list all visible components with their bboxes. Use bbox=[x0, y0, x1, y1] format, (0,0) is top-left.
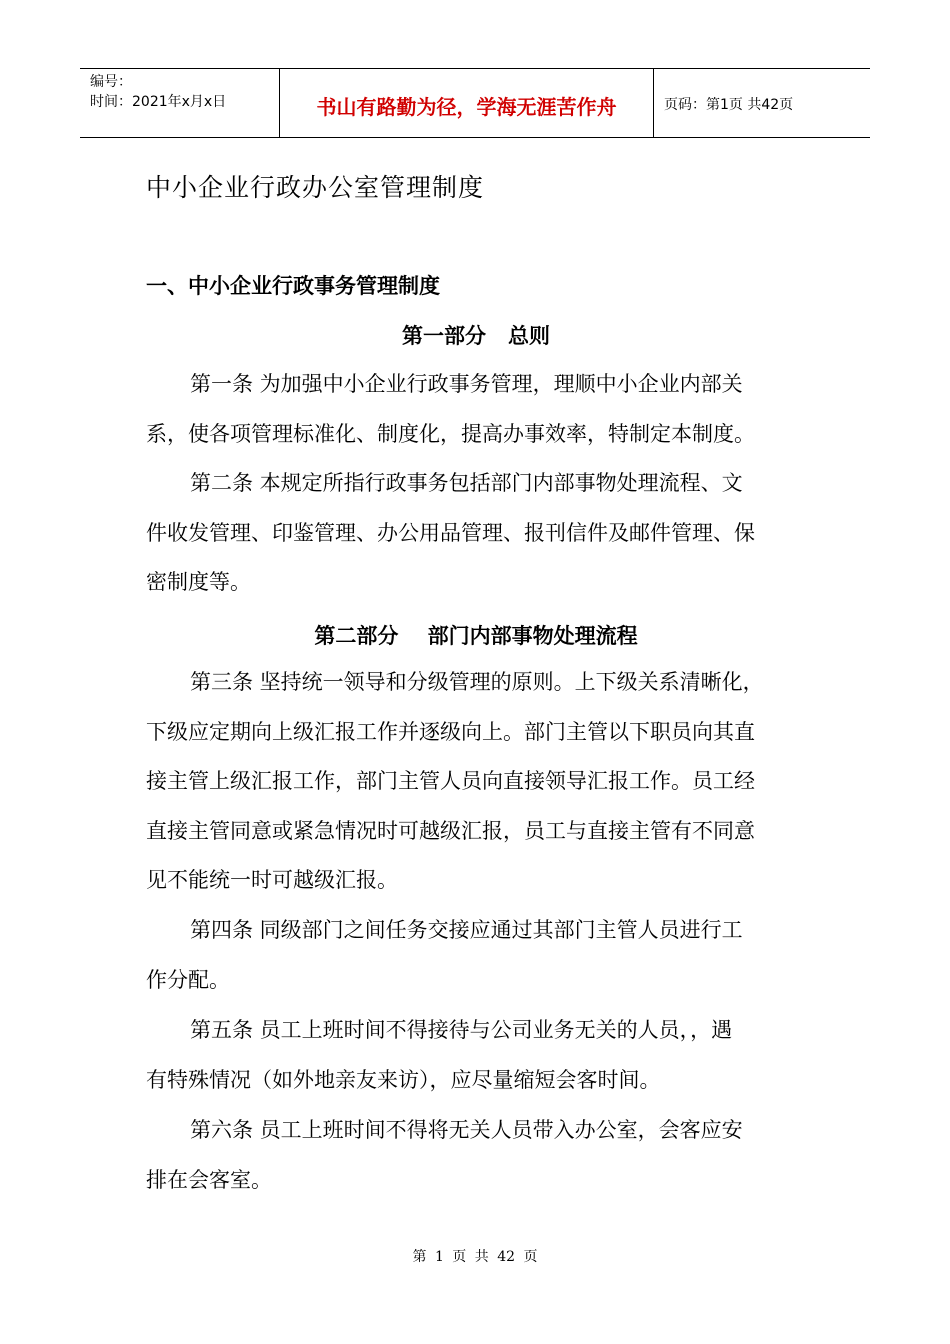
article-2-line-3: 密制度等。 bbox=[146, 570, 251, 594]
article-3 bbox=[146, 658, 810, 906]
article-6-line-1: 第六条 员工上班时间不得将无关人员带入办公室，会客应安 bbox=[190, 1118, 743, 1142]
article-4-line-2: 作分配。 bbox=[146, 967, 230, 992]
document-title: 中小企业行政办公室管理制度 bbox=[146, 173, 485, 202]
article-5 bbox=[146, 1006, 810, 1105]
header-page-info: 页码：第1页 共42页 bbox=[664, 97, 794, 113]
article-4 bbox=[146, 906, 810, 1005]
part-heading-1: 第一部分 总则 bbox=[402, 324, 550, 348]
number-label: 编号： bbox=[90, 74, 132, 90]
article-4-line-1: 第四条 同级部门之间任务交接应通过其部门主管人员进行工 bbox=[190, 918, 743, 942]
article-6 bbox=[146, 1106, 810, 1205]
time-label: 时间：2021年x月x日 bbox=[90, 94, 227, 110]
header-motto: 书山有路勤为径，学海无涯苦作舟 bbox=[280, 69, 654, 137]
article-1-line-1: 第一条 为加强中小企业行政事务管理，理顺中小企业内部关 bbox=[190, 372, 743, 396]
article-3-line-3: 接主管上级汇报工作，部门主管人员向直接领导汇报工作。员工经 bbox=[146, 769, 755, 793]
article-2-line-2: 件收发管理、印鉴管理、办公用品管理、报刊信件及邮件管理、保 bbox=[146, 520, 755, 545]
article-3-line-1: 第三条 坚持统一领导和分级管理的原则。上下级关系清晰化， bbox=[190, 670, 764, 694]
page-footer: 第 1 页 共 42 页 bbox=[412, 1249, 538, 1265]
section-heading: 一、中小企业行政事务管理制度 bbox=[146, 274, 440, 298]
article-1 bbox=[146, 360, 810, 459]
article-5-line-1: 第五条 员工上班时间不得接待与公司业务无关的人员，，遇 bbox=[190, 1018, 733, 1042]
article-2-line-1: 第二条 本规定所指行政事务包括部门内部事物处理流程、文 bbox=[190, 471, 743, 495]
header-meta bbox=[80, 69, 280, 137]
article-5-line-2: 有特殊情况（如外地亲友来访），应尽量缩短会客时间。 bbox=[146, 1067, 661, 1092]
article-2 bbox=[146, 459, 810, 608]
article-3-line-2: 下级应定期向上级汇报工作并逐级向上。部门主管以下职员向其直 bbox=[146, 719, 755, 744]
header-table bbox=[80, 68, 870, 138]
article-6-line-2: 排在会客室。 bbox=[146, 1167, 272, 1192]
article-1-line-2: 系，使各项管理标准化、制度化，提高办事效率，特制定本制度。 bbox=[146, 421, 755, 446]
article-3-line-5: 见不能统一时可越级汇报。 bbox=[146, 868, 398, 892]
article-3-line-4: 直接主管同意或紧急情况时可越级汇报，员工与直接主管有不同意 bbox=[146, 818, 755, 843]
part-heading-2: 第二部分 部门内部事物处理流程 bbox=[314, 624, 638, 648]
